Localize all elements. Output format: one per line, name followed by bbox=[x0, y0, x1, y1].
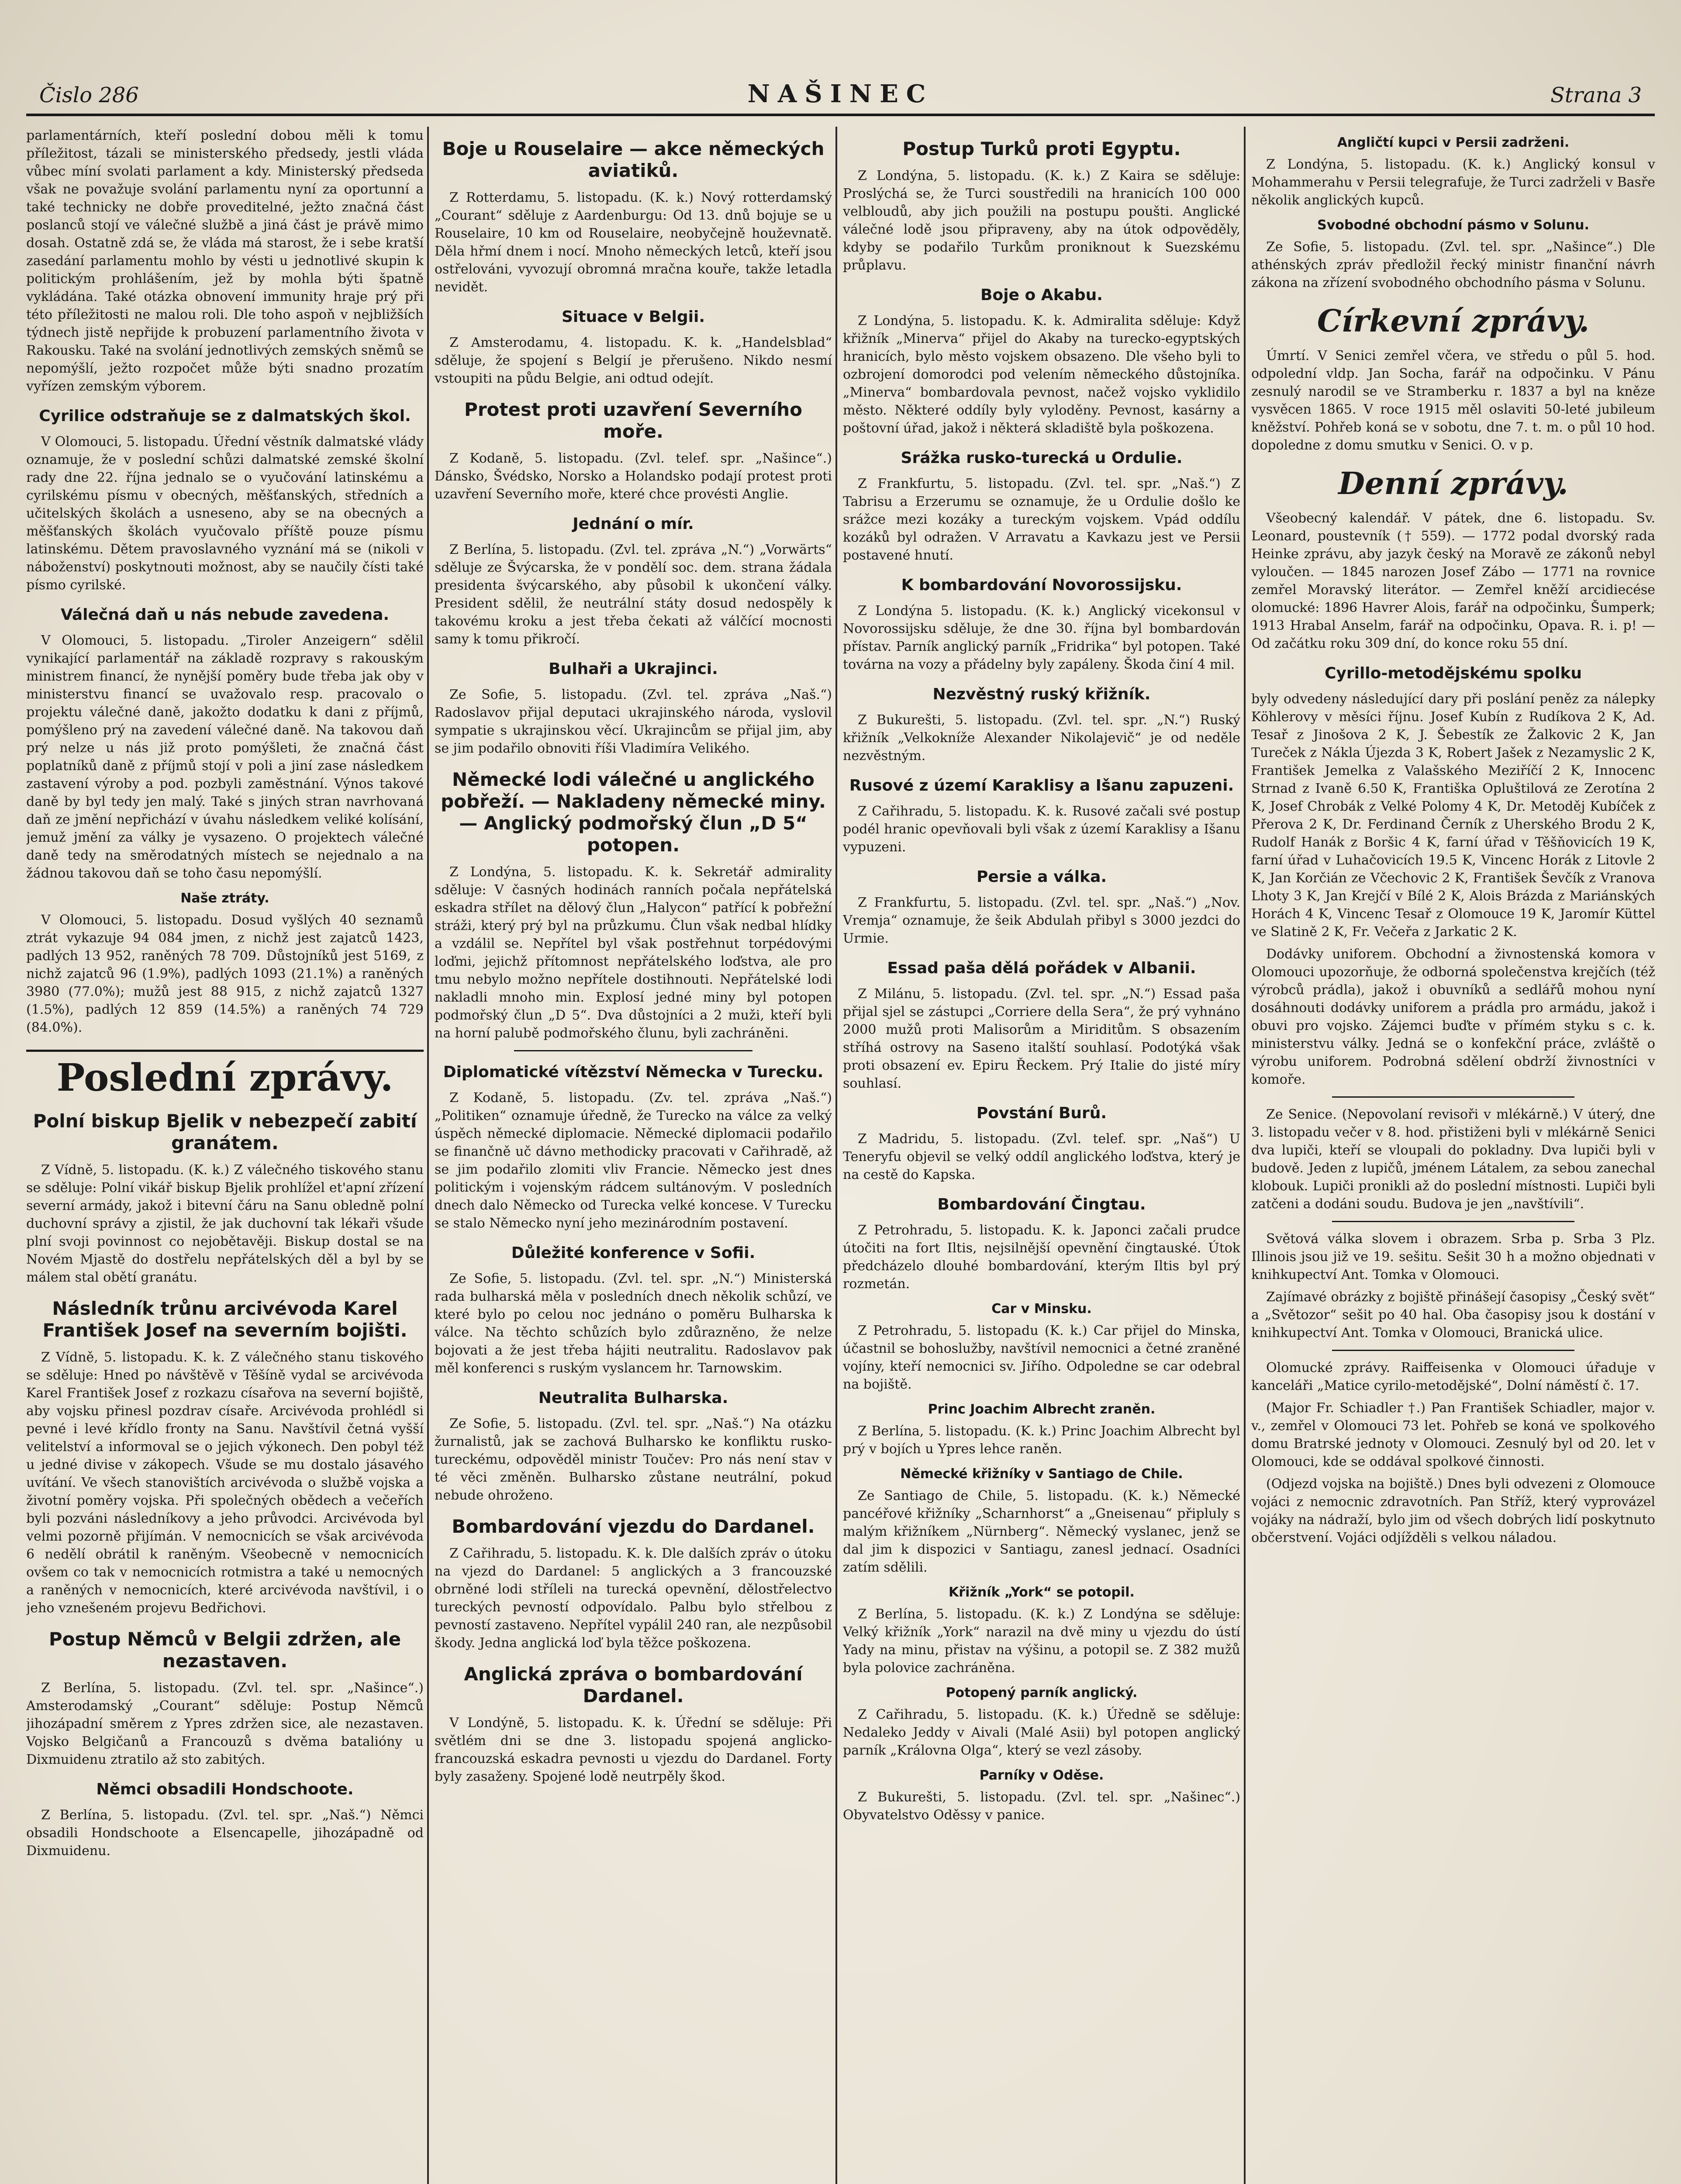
column-rule bbox=[427, 127, 429, 2184]
article-text: Ze Sofie, 5. listopadu. (Zvl. tel. spr. „Naš.“) Na otázku žurnalistů, jak se zachová Bulharsko ke konfliktu rusko-tureckému, odpověděl ministr Toučev: Pro nás není stav v té věci změněn. Bulharsko zůstane neutrální, pokud nebude ohroženo. bbox=[435, 1416, 832, 1503]
article-text: Všeobecný kalendář. V pátek, dne 6. listopadu. Sv. Leonard, poustevník († 559). — 1772 podal dvorský rada Heinke zprávu, aby jazyk český na Moravě ze zákonů nebyl vyloučen. — 1845 narozen Josef Zábo — 1771 na rovnice zemřel Moravský literátor. — Zemřel kněží arcidiecése olomucké: 1896 Havrer Alois, farář na odpočinku, Šumperk; 1913 Hrabal Anselm, farář na odpočinku, Opava. R. i. p! — Od začátku roku 309 dní, do konce roku 55 dní. bbox=[1251, 511, 1655, 651]
article-headline: Povstání Burů. bbox=[976, 1104, 1107, 1122]
article-text: Z Frankfurtu, 5. listopadu. (Zvl. tel. spr. „Naš.“) Z Tabrisu a Erzerumu se oznamuje, že u Ordulie došlo ke srážce mezi kozáky a tureckým vojskem. Vpád oddílu kozáků byl odražen. V Arravatu a Kavkazu jest ve Persii postavené hnutí. bbox=[843, 476, 1240, 563]
article-text: (Odjezd vojska na bojiště.) Dnes byli odvezeni z Olomouce vojáci z nemocnic zdravotních. Pan Stříž, který vyprovázel vojáky na nádraží, bylo jim od všech dobrých lidí poskytnuto občerstvení. Vojáci odjížděli s velkou náladou. bbox=[1251, 1476, 1655, 1545]
masthead-title: NAŠINEC bbox=[747, 79, 934, 108]
article-headline: Válečná daň u nás nebude zavedena. bbox=[60, 606, 390, 624]
article-headline: Protest proti uzavření Severního moře. bbox=[464, 399, 802, 442]
article-headline: Boje o Akabu. bbox=[980, 286, 1103, 304]
article-text: Ze Sofie, 5. listopadu. (Zvl. tel. spr. „N.“) Ministerská rada bulharská měla v posledních dnech několik schůzí, ve které bylo po celou noc jednáno o poměru Bulharska k válce. Na těchto schůzích bylo zdůrazněno, že nelze bojovati a že jest třeba hájiti neutralitu. Radoslavov pak měl konferenci s ruským vyslancem hr. Tarnowskim. bbox=[435, 1271, 832, 1376]
article-headline: Křižník „York“ se potopil. bbox=[949, 1585, 1135, 1600]
article-text: Z Berlína, 5. listopadu. (K. k.) Z Londýna se sděluje: Velký křižník „York“ narazil na dvě miny u vjezdu do ústí Yady na minu, přistav na výšinu, a potopil se. Z 382 mužů byla polovice zachráněna. bbox=[843, 1607, 1240, 1676]
article-headline: Angličtí kupci v Persii zadrženi. bbox=[1337, 135, 1570, 150]
article-text: Z Amsterodamu, 4. listopadu. K. k. „Handelsblad“ sděluje, že spojení s Belgií je přerušeno. Nikdo nesmí vstoupiti na půdu Belgie, ani odtud odejít. bbox=[435, 335, 832, 386]
article-headline: Bombardování Čingtau. bbox=[937, 1196, 1146, 1213]
article-headline: Polní biskup Bjelik v nebezpečí zabití granátem. bbox=[33, 1110, 417, 1154]
article-text: parlamentárních, kteří poslední dobou měli k tomu příležitost, tázali se ministerského předsedy, jestli vláda vůbec míní svolati parlament a kdy. Ministerský předseda však ne považuje svolání parlamentu nyní za oportunní a také technicky ne dobře proveditelné, ježto značná část poslanců stojí ve válečné službě a jiná část je právě mimo dosah. Ostatně zdá se, že vláda má starost, že i sebe kratší zasedání parlamentu mohlo by vésti u jednotlivé skupin k politickým prohlášením, jež by mohla býti špatně vykládána. Také otázka obnovení immunity hraje prý při této příležitosti ne malou roli. Dle toho aspoň v nejbližších týdnech jistě nepřijde k probuzení parlamentního života v Rakousku. Také na svolání jednotlivých zemských sněmů se nepomýšlí, ježto rozpočet může býti snadno prozatím vyřízen zemským výborem. bbox=[26, 128, 424, 394]
article-text: Z Cařihradu, 5. listopadu. K. k. Dle dalších zpráv o útoku na vjezd do Dardanel: 5 anglických a 3 francouzské obrněné lodi stříleli na turecká opevnění, dělostřelectvo tureckých pevností odpovídalo. Palbu bylo střelbou z pevností zastaveno. Nepřítel vypálil 240 ran, ale nezpůsobil škody. Jedna anglická loď byla těžce poškozena. bbox=[435, 1546, 832, 1651]
article-text: Z Bukurešti, 5. listopadu. (Zvl. tel. spr. „N.“) Ruský křižník „Velkokníže Alexander Nikolajevič“ je od neděle nezvěstným. bbox=[843, 712, 1240, 764]
article-text: Z Londýna, 5. listopadu. (K. k.) Anglický konsul v Mohammerahu v Persii telegrafuje, že Turci zadrželi v Basře několik anglických kupců. bbox=[1251, 157, 1655, 208]
article-headline: Neutralita Bulharska. bbox=[538, 1389, 728, 1407]
divider bbox=[1332, 1096, 1574, 1098]
article-text: Z Londýna, 5. listopadu. K. k. Sekretář admirality sděluje: V časných hodinách ranních počala nepřátelská eskadra střílet na dělový člun „Halycon“ patřící k pobřežní stráži, který prý byl na průzkumu. Člun však nedbal hlídky a vzdálil se. Nepřítel byl však postřehnut torpédovými loďmi, jejichž přítomnost nepřátelského loďstva, ale pro tmu nebylo možno nepřítele dostihnouti. Nepřátelské lodi nakladli mnoho min. Explosí jedné miny byl potopen podmořský člun „D 5“. Dva důstojníci a 2 muži, kteří byli na horní palubě podmořského člunu, byli zachráněni. bbox=[435, 864, 832, 1041]
article-text: Ze Sofie, 5. listopadu. (Zvl. tel. zpráva „Naš.“) Radoslavov přijal deputaci ukrajinského národa, vyslovil sympatie s ukrajinskou věcí. Ukrajincům se přijal jim, aby se jim podařilo obnoviti říši Vladimíra Velikého. bbox=[435, 687, 832, 756]
article-text: V Olomouci, 5. listopadu. Dosud vyšlých 40 seznamů ztrát vykazuje 94 084 jmen, z nichž jest zajatců 1423, padlých 13 952, raněných 78 709. Důstojníků jest 5169, z nichž zajatců 96 (1.9%), padlých 1093 (21.1%) a raněných 3980 (77.0%); mužů jest 88 915, z nichž zajatců 1327 (1.5%), padlých 12 859 (14.5%) a raněných 74 729 (84.0%). bbox=[26, 912, 424, 1035]
section-title-church-news: Církevní zprávy. bbox=[1317, 303, 1590, 339]
article-headline: Persie a válka. bbox=[976, 868, 1107, 886]
section-title-daily-news: Denní zprávy. bbox=[1338, 465, 1568, 501]
article-headline: K bombardování Novorossijsku. bbox=[901, 576, 1182, 594]
article-headline: Princ Joachim Albrecht zraněn. bbox=[928, 1402, 1156, 1417]
article-text: Z Cařihradu, 5. listopadu. (K. k.) Úředně se sděluje: Nedaleko Jeddy v Aivali (Malé Asii) byl potopen anglický parník „Královna Olga“, který se vezl zásoby. bbox=[843, 1707, 1240, 1758]
article-headline: Svobodné obchodní pásmo v Solunu. bbox=[1317, 218, 1589, 233]
column-rule bbox=[835, 127, 837, 2184]
article-headline: Bulhaři a Ukrajinci. bbox=[549, 660, 718, 678]
article-headline: Parníky v Oděse. bbox=[979, 1768, 1104, 1783]
running-head bbox=[26, 74, 1655, 116]
article-headline: Srážka rusko-turecká u Ordulie. bbox=[901, 449, 1183, 467]
article-text: Z Londýna, 5. listopadu. (K. k.) Z Kaira se sděluje: Proslýchá se, že Turci soustředili na hranicích 100 000 velbloudů, aby jich použili na postupu poušti. Anglické válečné lodě jsou připraveny, aby na útok odpověděly, kdyby se podařilo Turkům proniknout k Suezskému průplavu. bbox=[843, 168, 1240, 273]
article-text: Světová válka slovem i obrazem. Srba p. Srba 3 Plz. Illinois jsou již ve 19. sešitu. Sešit 30 h a možno objednati v knihkupectví Ant. Tomka v Olomouci. bbox=[1251, 1231, 1655, 1282]
divider bbox=[514, 1050, 752, 1051]
article-text: Z Kodaně, 5. listopadu. (Zvl. telef. spr. „Našince“.) Dánsko, Švédsko, Norsko a Holandsko podají protest proti uzavření Severního moře, které chce provésti Anglie. bbox=[435, 451, 832, 502]
article-text: Z Petrohradu, 5. listopadu (K. k.) Car přijel do Minska, účastnil se bohoslužby, navštívil nemocnici a četné zraněné vojíny, kteří nemocnici sv. Jiřího. Odpoledne se car odebral na bojiště. bbox=[843, 1323, 1240, 1392]
article-text: Z Londýna 5. listopadu. (K. k.) Anglický vicekonsul v Novorossijsku sděluje, že dne 30. října byl bombardován přístav. Parník anglický parník „Fridrika“ byl potopen. Také továrna na vozy a přádelny byly zapáleny. Škoda činí 4 mil. bbox=[843, 603, 1240, 672]
article-text: Z Madridu, 5. listopadu. (Zvl. telef. spr. „Naš“) U Teneryfu objevil se velký oddíl anglického loďstva, který je na cestě do Kapska. bbox=[843, 1131, 1240, 1182]
article-text: Z Cařihradu, 5. listopadu. K. k. Rusové začali své postup podél hranic opevňovali byli však z území Karaklisy a Išanu vypuzeni. bbox=[843, 804, 1240, 855]
column-2 bbox=[435, 127, 832, 2184]
article-headline: Potopený parník anglický. bbox=[946, 1685, 1138, 1700]
article-text: Z Frankfurtu, 5. listopadu. (Zvl. tel. spr. „Naš.“) „Nov. Vremja“ oznamuje, že šeik Abdulah přibyl s 3000 jezdci do Urmie. bbox=[843, 895, 1240, 946]
article-text: Z Berlína, 5. listopadu. (K. k.) Princ Joachim Albrecht byl prý v bojích u Ypres lehce raněn. bbox=[843, 1424, 1240, 1457]
article-headline: Car v Minsku. bbox=[991, 1301, 1092, 1317]
article-text: Z Vídně, 5. listopadu. (K. k.) Z válečného tiskového stanu se sděluje: Polní vikář biskup Bjelik prohlížel et'apní zřízení severní armády, jakož i bitevní čáru na Sanu obledně polní duchovní správy a zjistil, že jak duchovní tak lékaři všude plní svoji povinnost co nejobětavěji. Biskup dostal se na Novém Mjastě do dostřelu nepřátelských děl a byl by se málem stal obětí granátu. bbox=[26, 1162, 424, 1285]
article-headline: Cyrillo-metodějskému spolku bbox=[1324, 664, 1582, 682]
article-text: Z Berlína, 5. listopadu. (Zvl. tel. spr. „Naš.“) Němci obsadili Hondschoote a Elsencapelle, jihozápadně od Dixmuidenu. bbox=[26, 1807, 424, 1859]
column-1 bbox=[26, 127, 424, 2184]
page-number: Strana 3 bbox=[1550, 83, 1642, 107]
article-headline: Boje u Rouselaire — akce německých aviatiků. bbox=[442, 138, 825, 181]
article-text: Ze Senice. (Nepovolaní revisoři v mlékárně.) V úterý, dne 3. listopadu večer v 8. hod. přistiženi byli v mlékárně Senici dva lupiči, kteří se vloupali do pokladny. Dva lupiči byli v budově. Jeden z lupičů, jménem Látalem, za sebou zanechal klobouk. Lupiči pronikli až do poslední místnosti. Lupiči byli zatčeni a dodáni soudu. Budova je jen „navštívili“. bbox=[1251, 1107, 1655, 1212]
article-text: V Londýně, 5. listopadu. K. k. Úřední se sděluje: Při světlém dni se dne 3. listopadu spojená anglicko-francouzská eskadra pevnosti u vjezdu do Dardanel. Forty byly zasaženy. Spojené lodě neutrpěly škod. bbox=[435, 1715, 832, 1784]
article-text: Dodávky uniforem. Obchodní a živnostenská komora v Olomouci upozorňuje, že odborná společenstva krejčích (též výrobců prádla), jakož i obuvníků a sedlářů mohou nyní dosáhnouti dodávky uniforem a prádla pro armádu, jakož i obuvi pro vojsko. Zájemci buďte v přímém styku s c. k. ministerstvu války. Jedná se o konfekční práce, zvláště o výrobu uniforem. Podrobná sdělení obdrží živnostníci v komoře. bbox=[1251, 947, 1655, 1087]
article-text: Z Londýna, 5. listopadu. K. k. Admiralita sděluje: Když křižník „Minerva“ přijel do Akaby na turecko-egyptských hranicích, bylo město vojskem obsazeno. Dle všeho byli to ozbrojení domorodci pod velením německého důstojníka. „Minerva“ bombardovala pevnost, načež vojsko vyklidilo město. Některé oddíly byly vyloděny. Pevnost, kasárny a poštovní úřad, jakož i některá skladiště byla poškozena. bbox=[843, 313, 1240, 436]
article-headline: Anglická zpráva o bombardování Dardanel. bbox=[464, 1663, 803, 1707]
article-headline: Essad paša dělá pořádek v Albanii. bbox=[887, 959, 1196, 977]
article-headline: Němci obsadili Hondschoote. bbox=[96, 1780, 354, 1798]
article-headline: Důležité konference v Sofii. bbox=[511, 1244, 756, 1262]
article-text: Zajímavé obrázky z bojiště přinášejí časopisy „Český svět“ a „Světozor“ sešit po 40 hal. Oba časopisy jsou k dostání v knihkupectví Ant. Tomka v Olomouci, Branická ulice. bbox=[1251, 1289, 1655, 1341]
article-text: Z Berlína, 5. listopadu. (Zvl. tel. spr. „Našince“.) Amsterodamský „Courant“ sděluje: Postup Němců jihozápadní směrem z Ypres zdržen sice, ale nezastaven. Vojsko Belgičanů a Francouzů s dvěma batalióny u Dixmuidenu ztratilo až sto zabitých. bbox=[26, 1680, 424, 1767]
article-text: Z Rotterdamu, 5. listopadu. (K. k.) Nový rotterdamský „Courant“ sděluje z Aardenburgu: Od 13. dnů bojuje se u Rouselaire, 10 km od Rouselaire, neobyčejně houževnatě. Děla hřmí dnem i nocí. Mnoho německých letců, kteří jsou ostřelováni, vyvozují obromná mračna kouře, takže letadla nevidět. bbox=[435, 190, 832, 295]
article-headline: Německé křižníky v Santiago de Chile. bbox=[900, 1466, 1183, 1482]
column-4 bbox=[1251, 127, 1655, 2184]
article-text: V Olomouci, 5. listopadu. „Tiroler Anzeigern“ sdělil vynikající parlamentář na základě rozpravy s rakouským ministrem financí, že nynější poměry bude třeba jak oby v ministerstvu financí se uvažovalo resp. pracovalo o projektu válečné daně, jakožto dodatku k dani z příjmů, pomýšleno prý na zavedení válečné daně. Na takovou daň prý nelze u nás již proto pomýšleti, že značná část poplatníků daně z příjmů stojí v poli a jiní zase následkem zastavení výroby a pod. pozbyli zaměstnání. Výnos takové daně by byl tedy jen malý. Také s jiných stran navrhovaná daň ze jmění nepřichází v úvahu následkem veliké kolísání, jemuž jmění za války je vysazeno. O projektech válečné daně tedy na směrodatných místech se nejednalo a na žádnou takovou daň se toho času nepomýšlí. bbox=[26, 633, 424, 881]
column-3 bbox=[843, 127, 1240, 2184]
article-headline: Rusové z území Karaklisy a Išanu zapuzeni. bbox=[849, 777, 1234, 795]
article-text: Z Petrohradu, 5. listopadu. K. k. Japonci začali prudce útočiti na fort Iltis, nejsilnější opevnění čingtauské. Útok předcházelo dlouhé bombardování, kterým Iltis byl prý rozmetán. bbox=[843, 1223, 1240, 1292]
article-headline: Cyrilice odstraňuje se z dalmatských škol. bbox=[39, 407, 411, 425]
article-headline: Jednání o mír. bbox=[573, 515, 694, 533]
article-headline: Následník trůnu arcivévoda Karel František Josef na severním bojišti. bbox=[42, 1298, 407, 1341]
divider bbox=[1332, 1350, 1574, 1351]
article-headline: Situace v Belgii. bbox=[561, 308, 705, 326]
article-text: Z Bukurešti, 5. listopadu. (Zvl. tel. spr. „Našinec“.) Obyvatelstvo Oděssy v panice. bbox=[843, 1790, 1240, 1823]
article-headline: Postup Němců v Belgii zdržen, ale nezastaven. bbox=[48, 1628, 401, 1672]
article-headline: Naše ztráty. bbox=[180, 891, 269, 906]
article-text: Ze Santiago de Chile, 5. listopadu. (K. k.) Německé pancéřové křižníky „Scharnhorst“ a „Gneisenau“ připluly s malým křižníkem „Nürnberg“. Německý vyslanec, jenž se dal jim k dispozici v Santiagu, zanesl jednací. Osadníci zatím sdělili. bbox=[843, 1488, 1240, 1575]
article-text: Z Kodaně, 5. listopadu. (Zv. tel. zpráva „Naš.“) „Politiken“ oznamuje úředně, že Turecko na válce za velký úspěch německé diplomacie. Německé diplomacii podařilo se finančně uč dávno methodicky pracovati v Cařihradě, až se jim podařilo zlomiti vliv Francie. Německo jest dnes politickým i vojenským rádcem sultánovým. V posledních dnech dalo Německo od Turecka velké koncese. V Turecku se stalo Německo nyní jeho mezinárodním postavení. bbox=[435, 1090, 832, 1231]
article-headline: Bombardování vjezdu do Dardanel. bbox=[452, 1516, 815, 1537]
article-text: Ze Sofie, 5. listopadu. (Zvl. tel. spr. „Našince“.) Dle athénských zpráv předložil řecký ministr finanční návrh zákona na zřízení svobodného obchodního pásma v Solunu. bbox=[1251, 239, 1655, 290]
divider bbox=[1332, 1221, 1574, 1222]
article-text: Z Milánu, 5. listopadu. (Zvl. tel. spr. „N.“) Essad paša přijal sjel se zástupci „Corriere della Sera“, že prý vyhnáno 2000 mužů proti Malisorům a Miriditům. S obsazením stříhá ostrovy na Saseno italští souhlasí. Podotýká však proti obsazení ev. Epiru Řeckem. Prý Italie do jisté míry souhlasí. bbox=[843, 986, 1240, 1091]
article-headline: Diplomatické vítězství Německa v Turecku. bbox=[443, 1063, 824, 1081]
article-text: V Olomouci, 5. listopadu. Úřední věstník dalmatské vlády oznamuje, že v poslední schůzi dalmatské zemské školní rady dne 22. října jednalo se o vyučování latinskému a cyrilskému písmu v obecných, měšťanských, středních a učitelských školách a usneseno, aby se na obecných a měšťanských školách vyučovalo příště pouze písmu latinskému. Dětem pravoslavného vyznání má se (nikoli v náboženství) poskytnouti možnost, aby se naučily čísti také písmo cyrilské. bbox=[26, 434, 424, 593]
article-text: Z Berlína, 5. listopadu. (Zvl. tel. zpráva „N.“) „Vorwärts“ sděluje ze Švýcarska, že v pondělí soc. dem. strana žádala presidenta švýcarského, aby působil k ukončení války. President sdělil, že neutrální státy dosud nedospěly k takovému kroku a jest třeba čekati až válčící mocnosti samy k tomu přikročí. bbox=[435, 542, 832, 647]
article-headline: Postup Turků proti Egyptu. bbox=[902, 138, 1181, 159]
article-text: byly odvedeny následující dary při poslání peněz za nálepky Köhlerovy v měsíci říjnu. Josef Kubín z Rudíkova 2 K, Ad. Tesař z Jinošova 2 K, J. Šebestík ze Žalkovic 2 K, Jan Tureček z Nákla Újezda 3 K, Robert Jašek z Nezamyslic 2 K, František Jemelka z Valašského Meziříčí 2 K, Innocenc Strnad z Ivaně 6.50 K, Františka Opluštilová ze Zerotína 2 K, Josef Chrobák z Velké Polomy 4 K, Dr. Metoděj Kubíček z Přerova 2 K, Dr. Ferdinand Černík z Uherského Brodu 2 K, Rudolf Hanák z Boršic 4 K, farní úřad v Těšňovicích 19 K, farní úřad v Luhačovicích 19.5 K, Vincenc Horák z Litovle 2 K, Jan Korčián ze Včechovic 2 K, František Ševčík z Vranova Lhoty 3 K, Jan Krejčí v Bílé 2 K, Alois Brázda z Mariánských Horách 4 K, Vincenc Tesař z Olomouce 19 K, Jaromír Küttel ve Slatině 2 K, Fr. Večeřa z Jarkatic 2 K. bbox=[1251, 691, 1655, 940]
article-headline: Německé lodi válečné u anglického pobřeží. — Nakladeny německé miny. — Anglický podmořský člun „D 5“ potopen. bbox=[441, 769, 826, 856]
article-headline: Nezvěstný ruský křižník. bbox=[932, 685, 1151, 703]
columns bbox=[26, 127, 1655, 2184]
article-text: Olomucké zprávy. Raiffeisenka v Olomouci úřaduje v kanceláři „Matice cyrilo-metodějské“, Dolní náměstí č. 17. bbox=[1251, 1360, 1655, 1393]
article-text: (Major Fr. Schiadler †.) Pan František Schiadler, major v. v., zemřel v Olomouci 73 let. Pohřeb se koná ve spolkového domu Bratrské jednoty v Olomouci. Zesnulý byl od 20. let v Olomouci, kde se oddával spolkové činnosti. bbox=[1251, 1400, 1655, 1469]
column-rule bbox=[1244, 127, 1246, 2184]
article-text: Z Vídně, 5. listopadu. K. k. Z válečného stanu tiskového se sděluje: Hned po návštěvě v Těšíně vydal se arcivévoda Karel František Josef z rozkazu císařova na severní bojiště, aby vojsku přinesl pozdrav císaře. Arcivévoda prohlédl si pevné i levé křídlo fronty na Sanu. Navštívil četná vyšší velitelství a informoval se o jejich výkonech. Den pobyl též u jedné divise v zákopech. Všude se mu dostalo jásavého uvítání. Ve všech stanovištích arcivévoda o službě vojska a životní poměry vojska. Při společných obědech a večeřích byli pozváni následníkovy a jeho průvodci. Arcivévoda byl velmi pozorně přijímán. V nemocnicích se však arcivévoda 6 nedělí obrátil k raněným. Všeobecně v nemocnicích ovšem co tak v nemocnicích rotmistra a také u nemocných a raněných v nemocnicích, které arcivévoda navštívil, i o jeho vznešeném projevu Bedřichovi. bbox=[26, 1350, 424, 1616]
section-title-latest-news: Poslední zprávy. bbox=[26, 1050, 424, 1099]
article-text: Úmrtí. V Senici zemřel včera, ve středu o půl 5. hod. odpolední vldp. Jan Socha, farář na odpočinku. V Pánu zesnulý narodil se ve Stramberku r. 1837 a byl na kněze vysvěcen 1865. V roce 1915 měl oslaviti 50-leté jubileum kněžství. Pohřeb koná se v sobotu, dne 7. t. m. o půl 10 hod. dopoledne z domu smutku v Senici. O. v p. bbox=[1251, 348, 1655, 453]
page-label: Čislo 286 bbox=[39, 83, 139, 107]
